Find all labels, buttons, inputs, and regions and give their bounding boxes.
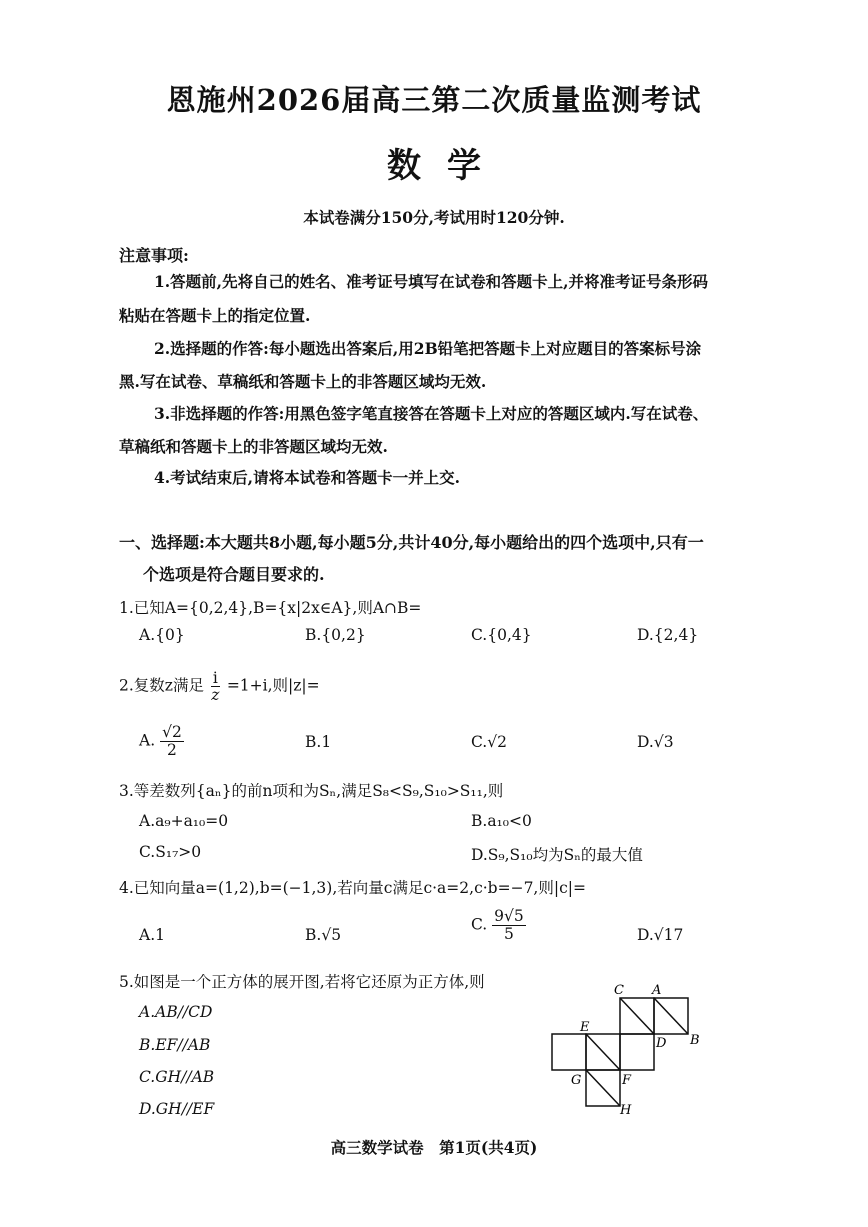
question-4-stem: 4.已知向量a=(1,2),b=(−1,3),若向量c满足c·a=2,c·b=−7,则|c|= bbox=[119, 879, 586, 897]
q2-frac-num: i bbox=[212, 669, 218, 687]
q4-option-c bbox=[471, 908, 526, 943]
note-line: 黑.写在试卷、草稿纸和答题卡上的非答题区域均无效. bbox=[119, 372, 487, 391]
page-footer: 高三数学试卷 第1页(共4页) bbox=[330, 1138, 538, 1157]
cube-label: H bbox=[620, 1103, 632, 1118]
q1-option-c: C.{0,4} bbox=[471, 626, 532, 644]
q2-option-a-label: A. bbox=[139, 731, 156, 750]
question-3-stem: 3.等差数列{aₙ}的前n项和为Sₙ,满足S₈<S₉,S₁₀>S₁₁,则 bbox=[119, 782, 504, 800]
q3-option-d: D.S₉,S₁₀均为Sₙ的最大值 bbox=[471, 846, 643, 864]
q1-option-a: A.{0} bbox=[139, 626, 185, 644]
q5-option-b: B.EF//AB bbox=[139, 1036, 211, 1054]
exam-title: 恩施州2026届高三第二次质量监测考试 bbox=[166, 83, 702, 117]
q2-frac-den: z bbox=[211, 686, 220, 704]
cube-label: F bbox=[622, 1073, 632, 1088]
q2-opt-a-num: √2 bbox=[162, 723, 182, 741]
q3-option-a: A.a₉+a₁₀=0 bbox=[139, 812, 229, 830]
q2-option-d-label: D. bbox=[637, 733, 654, 751]
q2-option-c-label: C. bbox=[471, 733, 488, 751]
q1-option-d: D.{2,4} bbox=[637, 626, 699, 644]
q4-opt-c-fraction bbox=[492, 908, 526, 943]
q2-stem-post: =1+i,则|z|= bbox=[226, 676, 320, 695]
cube-net-lines bbox=[552, 998, 688, 1106]
subject-title: 数学 bbox=[387, 146, 507, 186]
q2-option-c-value: √2 bbox=[487, 733, 507, 751]
note-line: 粘贴在答题卡上的指定位置. bbox=[119, 306, 311, 325]
q3-option-c: C.S₁₇>0 bbox=[139, 843, 202, 861]
notes-heading: 注意事项: bbox=[119, 246, 189, 265]
q4-option-b: B.√5 bbox=[305, 926, 342, 944]
q2-option-b: B.1 bbox=[305, 733, 332, 751]
q4-option-d: D.√17 bbox=[637, 926, 684, 944]
cube-label: D bbox=[656, 1036, 667, 1051]
q2-fraction bbox=[211, 670, 220, 703]
q2-option-a bbox=[139, 724, 184, 759]
q2-option-d-value: √3 bbox=[653, 733, 674, 751]
q4-option-c-label: C. bbox=[471, 915, 488, 934]
q5-option-c: C.GH//AB bbox=[139, 1068, 215, 1086]
note-line: 3.非选择题的作答:用黑色签字笔直接答在答题卡上对应的答题区域内.写在试卷、 bbox=[154, 404, 709, 423]
question-5-stem: 5.如图是一个正方体的展开图,若将它还原为正方体,则 bbox=[119, 973, 485, 991]
cube-label: A bbox=[652, 983, 662, 998]
exam-info: 本试卷满分150分,考试用时120分钟. bbox=[303, 208, 565, 227]
q4-opt-c-den: 5 bbox=[504, 925, 514, 943]
q4-option-a: A.1 bbox=[139, 926, 165, 944]
section-heading-cont: 个选项是符合题目要求的. bbox=[143, 565, 325, 584]
q1-option-b: B.{0,2} bbox=[305, 626, 366, 644]
cube-net-figure bbox=[548, 976, 718, 1118]
cube-label: B bbox=[690, 1033, 700, 1048]
note-line: 1.答题前,先将自己的姓名、准考证号填写在试卷和答题卡上,并将准考证号条形码 bbox=[154, 272, 708, 291]
cube-label: G bbox=[571, 1073, 582, 1088]
note-line: 4.考试结束后,请将本试卷和答题卡一并上交. bbox=[154, 468, 460, 487]
q2-option-d bbox=[637, 733, 674, 751]
cube-label: C bbox=[614, 983, 624, 998]
question-2-stem bbox=[119, 670, 320, 703]
section-heading: 一、选择题:本大题共8小题,每小题5分,共计40分,每小题给出的四个选项中,只有一 bbox=[119, 533, 704, 552]
cube-label: E bbox=[580, 1020, 590, 1035]
q2-opt-a-fraction bbox=[160, 724, 184, 759]
q5-option-a: A.AB//CD bbox=[139, 1003, 213, 1021]
question-1-stem: 1.已知A={0,2,4},B={x|2x∈A},则A∩B= bbox=[119, 599, 422, 617]
note-line: 草稿纸和答题卡上的非答题区域均无效. bbox=[119, 437, 388, 456]
q2-opt-a-den: 2 bbox=[167, 741, 177, 759]
q5-option-d: D.GH//EF bbox=[139, 1100, 215, 1118]
note-line: 2.选择题的作答:每小题选出答案后,用2B铅笔把答题卡上对应题目的答案标号涂 bbox=[154, 339, 702, 358]
q4-opt-c-num: 9√5 bbox=[494, 907, 524, 925]
q3-option-b: B.a₁₀<0 bbox=[471, 812, 532, 830]
q2-stem-pre: 2.复数z满足 bbox=[119, 676, 204, 695]
q2-option-c bbox=[471, 733, 507, 751]
